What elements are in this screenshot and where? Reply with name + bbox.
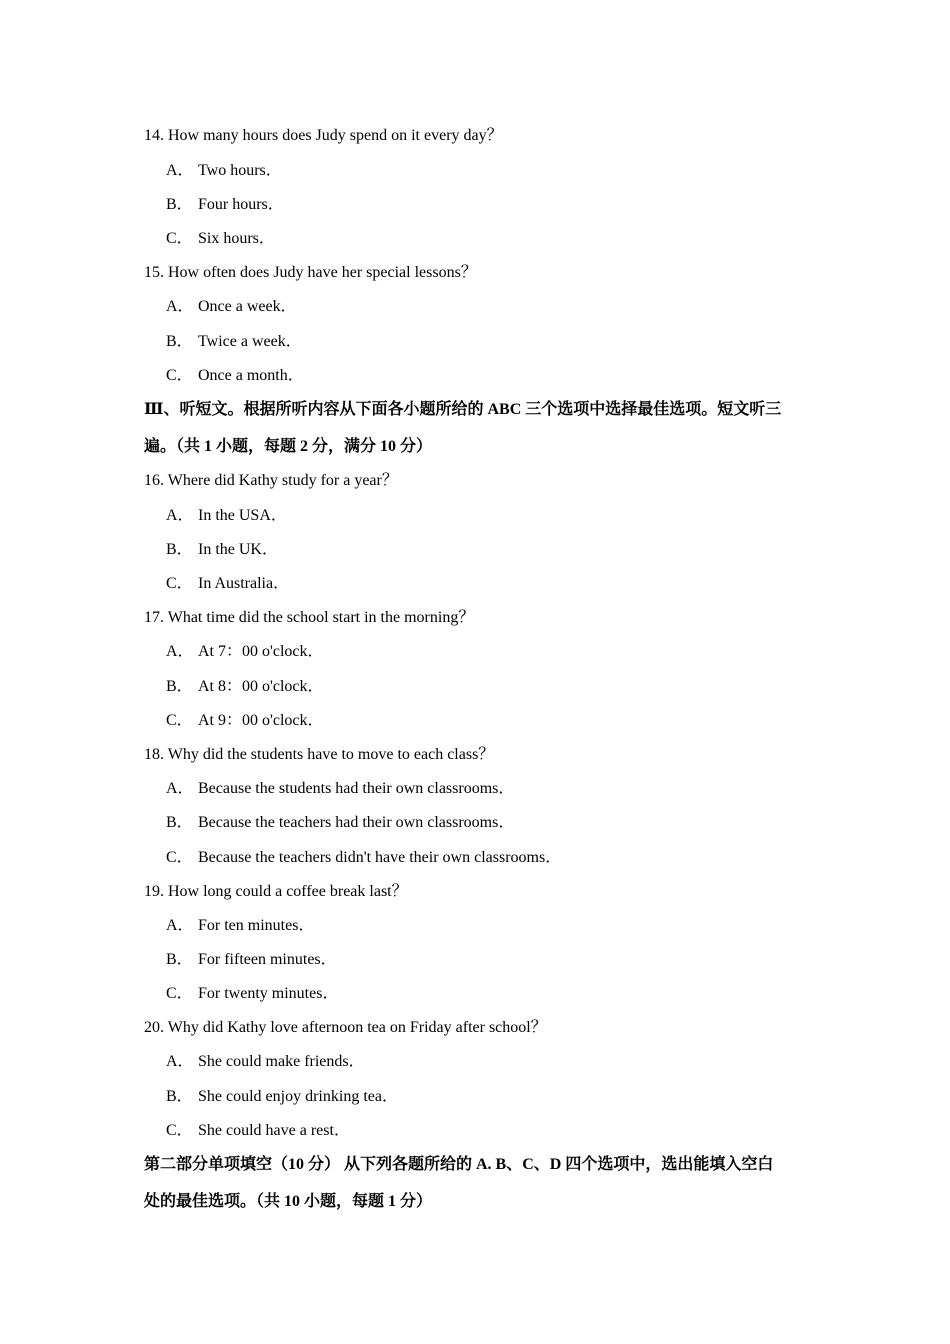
option-19-b: B． For fifteen minutes． xyxy=(166,951,337,968)
question-20: 20. Why did Kathy love afternoon tea on Friday after school？ xyxy=(144,1019,547,1036)
option-19-c: C． For twenty minutes． xyxy=(166,985,339,1002)
option-14-a: A． Two hours． xyxy=(166,162,282,179)
question-15: 15. How often does Judy have her special lessons？ xyxy=(144,264,477,281)
section-3-instructions-line-1: Ⅲ、听短文。根据所听内容从下面各小题所给的 ABC 三个选项中选择最佳选项。短文听三 xyxy=(144,401,782,418)
question-17: 17. What time did the school start in the morning？ xyxy=(144,609,475,626)
option-14-b: B． Four hours． xyxy=(166,196,284,213)
option-17-a: A． At 7：00 o'clock． xyxy=(166,643,324,660)
option-18-b: B． Because the teachers had their own classrooms． xyxy=(166,814,515,831)
option-15-a: A． Once a week． xyxy=(166,298,297,315)
question-19: 19. How long could a coffee break last？ xyxy=(144,883,408,900)
option-19-a: A． For ten minutes． xyxy=(166,917,315,934)
section-3-instructions-line-2: 遍。（共 1 小题，每题 2 分，满分 10 分） xyxy=(144,438,433,455)
option-14-c: C． Six hours． xyxy=(166,230,275,247)
option-20-b: B． She could enjoy drinking tea． xyxy=(166,1088,398,1105)
question-18: 18. Why did the students have to move to each class？ xyxy=(144,746,495,763)
option-15-c: C． Once a month． xyxy=(166,367,304,384)
option-15-b: B． Twice a week． xyxy=(166,333,302,350)
part-2-instructions-line-1: 第二部分单项填空（10 分） 从下列各题所给的 A. B、C、D 四个选项中，选出能填入空白 xyxy=(144,1156,774,1173)
option-18-c: C． Because the teachers didn't have their own classrooms． xyxy=(166,849,562,866)
option-16-b: B． In the UK． xyxy=(166,541,278,558)
option-16-a: A． In the USA． xyxy=(166,507,287,524)
option-20-c: C． She could have a rest． xyxy=(166,1122,350,1139)
option-18-a: A． Because the students had their own classrooms． xyxy=(166,780,515,797)
option-16-c: C． In Australia． xyxy=(166,575,290,592)
question-16: 16. Where did Kathy study for a year？ xyxy=(144,472,398,489)
option-17-b: B． At 8：00 o'clock． xyxy=(166,678,324,695)
option-20-a: A． She could make friends． xyxy=(166,1053,365,1070)
option-17-c: C． At 9：00 o'clock． xyxy=(166,712,324,729)
part-2-instructions-line-2: 处的最佳选项。（共 10 小题，每题 1 分） xyxy=(144,1193,433,1210)
question-14: 14. How many hours does Judy spend on it every day？ xyxy=(144,127,503,144)
